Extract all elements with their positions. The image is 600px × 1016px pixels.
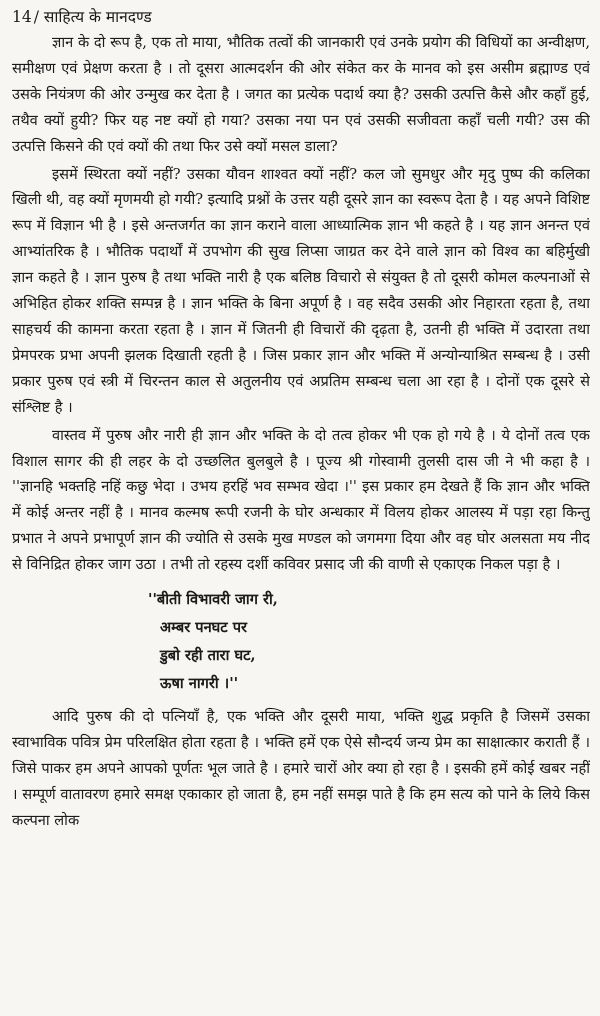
book-page <box>12 6 590 1010</box>
header-separator: / <box>33 8 39 26</box>
book-title: साहित्य के मानदण्ड <box>43 8 152 26</box>
running-header <box>12 6 590 30</box>
verse-line-3: डुबो रही तारा घट, <box>160 647 256 665</box>
verse-quote <box>148 586 590 698</box>
paragraph-3: वास्तव में पुरुष और नारी ही ज्ञान और भक्ति के दो तत्व होकर भी एक हो गये है । ये दोनों तत्व एक विशाल सागर की ही लहर के दो उच्छलित बुलबुले है । पूज्य श्री गोस्वामी तुलसी दास जी ने भी कहा है । ''ज्ञानहि भक्तहि नहिं कछु भेदा । उभय हरहिं भव सम्भव खेदा ।'' इस प्रकार हम देखते हैं कि ज्ञान और भक्ति में कोई अन्तर नहीं है । मानव कल्मष रूपी रजनी के घोर अन्धकार में विलय होकर आलस्य में पड़ा रहा किन्तु प्रभात ने अपने प्रभापूर्ण ज्ञान की ज्योति से उसके मुख मण्डल को जगमगा दिया और वह घोर अलसता मय नीद से विनिद्रित होकर जाग उठा । तभी तो रहस्य दर्शी कविवर प्रसाद जी की वाणी से एकाएक निकल पड़ा है । <box>12 426 590 574</box>
verse-line-4: ऊषा नागरी ।'' <box>160 675 239 693</box>
paragraph-4: आदि पुरुष की दो पत्नियाँ है, एक भक्ति और दूसरी माया, भक्ति शुद्ध प्रकृति है जिसमें उसका स्वाभाविक पवित्र प्रेम परिलक्षित होता रहता है । भक्ति हमें एक ऐसे सौन्दर्य जन्य प्रेम का साक्षात्कार कराती हैं । जिसे पाकर हम अपने आपको पूर्णतः भूल जाते है । हमारे चारों ओर क्या हो रहा है । इसकी हमें कोई खबर नहीं । सम्पूर्ण वातावरण हमारे समक्ष एकाकार हो जाता है, हम नहीं समझ पाते है कि हम सत्य को पाने के लिये किस कल्पना लोक <box>12 708 590 829</box>
paragraph-1: ज्ञान के दो रूप है, एक तो माया, भौतिक तत्वों की जानकारी एवं उनके प्रयोग की विधियों का अन्वीक्षण, समीक्षण एवं प्रेक्षण करता है । तो दूसरा आत्मदर्शन की ओर संकेत कर के मानव को इस असीम ब्रह्माण्ड एवं उसके नियंत्रण की ओर उन्मुख कर देता है । जगत का प्रत्येक पदार्थ क्या है? उसकी उत्पत्ति कैसे और कहाँ हुई, तथैव क्यों हुयी? फिर यह नष्ट क्यों हो गया? उसका नया पन एवं उसकी सजीवता कहाँ चली गयी? उस की उत्पत्ति किसने की एवं क्यों की तथा फिर उसे क्यों मसल डाला? <box>12 34 590 155</box>
verse-line-1: ''बीती विभावरी जाग री, <box>148 591 278 609</box>
paragraph-2: इसमें स्थिरता क्यों नहीं? उसका यौवन शाश्वत क्यों नहीं? कल जो सुमधुर और मृदु पुष्प की कलिका खिली थी, वह क्यों मृणमयी हो गयी? इत्यादि प्रश्नों के उत्तर यही दूसरे ज्ञान का स्वरूप देता है । यह अपने विशिष्ट रूप में विज्ञान भी है । इसे अन्तजर्गत का ज्ञान कराने वाला आध्यात्मिक ज्ञान भी कहते है । यह ज्ञान अनन्त एवं आभ्यांतरिक है । भौतिक पदार्थों में उपभोग की सुख लिप्सा जाग्रत कर देने वाले ज्ञान को विश्व का बहिर्मुखी ज्ञान कहते है । ज्ञान पुरुष है तथा भक्ति नारी है एक बलिष्ठ विचारो से संयुक्त है तो दूसरी कोमल कल्पनाओं से अभिहित होकर शक्ति सम्पन्न है । ज्ञान भक्ति के बिना अपूर्ण है । वह सदैव उसकी ओर निहारता रहता है, तथा साहचर्य की कामना करता रहता है । ज्ञान में जितनी ही विचारों की दृढ़ता है, उतनी ही भक्ति में उदारता तथा प्रेमपरक प्रभा अपनी झलक दिखाती रहती है । जिस प्रकार ज्ञान और भक्ति में अन्योन्याश्रित सम्बन्ध है । उसी प्रकार पुरुष एवं स्त्री में चिरन्तन काल से अतुलनीय एवं अप्रतिम सम्बन्ध चला आ रहा है । दोनों एक दूसरे से संश्लिष्ट है । <box>12 165 590 416</box>
verse-line-2: अम्बर पनघट पर <box>160 619 247 637</box>
page-number: 14 <box>12 8 32 26</box>
